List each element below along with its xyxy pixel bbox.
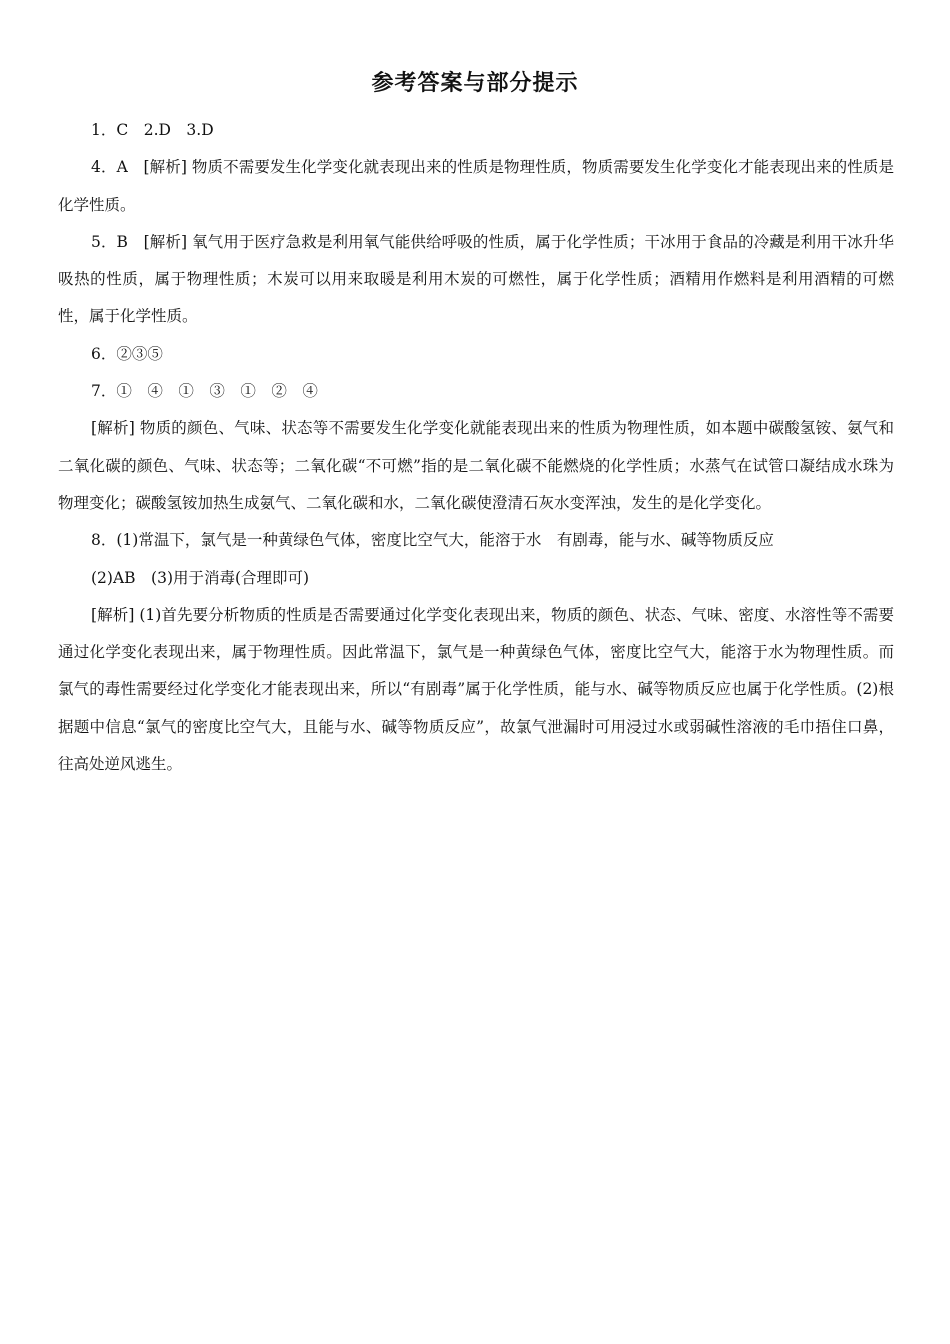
answer-5: 5．B [解析] 氧气用于医疗急救是利用氧气能供给呼吸的性质，属于化学性质；干冰用于食品的冷藏是利用干冰升华吸热的性质，属于物理性质；木炭可以用来取暖是利用木炭的可燃性，属于化学性质；酒精用作燃料是利用酒精的可燃性，属于化学性质。 — [58, 232, 894, 326]
answer-8-part-1: 8．(1)常温下，氯气是一种黄绿色气体，密度比空气大，能溶于水 有剧毒，能与水、碱等物质反应 — [91, 531, 774, 550]
answer-8-part-2-3: (2)AB (3)用于消毒(合理即可) — [91, 568, 310, 587]
answer-line-1-3: 1．C 2.D 3.D — [91, 121, 214, 139]
answer-8-analysis: [解析] (1)首先要分析物质的性质是否需要通过化学变化表现出来，物质的颜色、状态、气味、密度、水溶性等不需要通过化学变化表现出来，属于物理性质。因此常温下，氯气是一种黄绿色气体，密度比空气大，能溶于水为物理性质。而氯气的毒性需要经过化学变化才能表现出来，所以“有剧毒”属于化学性质，能与水、碱等物质反应也属于化学性质。(2)根据题中信息“氯气的密度比空气大，且能与水、碱等物质反应”，故氯气泄漏时可用浸过水或弱碱性溶液的毛巾捂住口鼻，往高处逆风逃生。 — [58, 605, 894, 774]
answer-4: 4．A [解析] 物质不需要发生化学变化就表现出来的性质是物理性质，物质需要发生化学变化才能表现出来的性质是化学性质。 — [58, 158, 894, 214]
answer-7-analysis: [解析] 物质的颜色、气味、状态等不需要发生化学变化就能表现出来的性质为物理性质，如本题中碳酸氢铵、氨气和二氧化碳的颜色、气味、状态等；二氧化碳“不可燃”指的是二氧化碳不能燃烧的化学性质；水蒸气在试管口凝结成水珠为物理变化；碳酸氢铵加热生成氨气、二氧化碳和水，二氧化碳使澄清石灰水变浑浊，发生的是化学变化。 — [58, 419, 894, 512]
answer-6: 6．②③⑤ — [91, 344, 163, 363]
answer-section — [58, 112, 894, 783]
answer-7: 7．① ④ ① ③ ① ② ④ — [91, 382, 318, 401]
page-title: 参考答案与部分提示 — [371, 71, 579, 96]
